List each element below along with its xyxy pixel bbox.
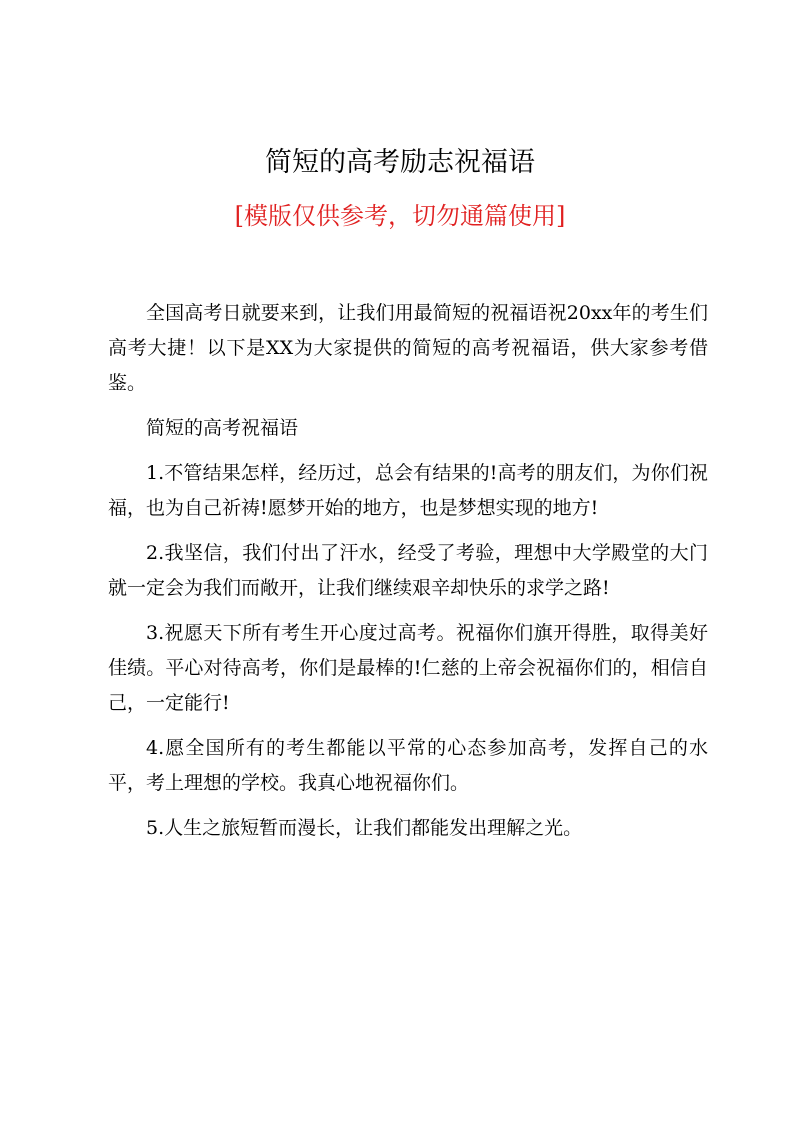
list-item: 5.人生之旅短暂而漫长，让我们都能发出理解之光。	[146, 817, 583, 839]
intro-paragraph: 全国高考日就要来到，让我们用最简短的祝福语祝20xx年的考生们高考大捷！以下是XX为大家提供的简短的高考祝福语，供大家参考借鉴。	[108, 302, 708, 394]
list-item: 3.祝愿天下所有考生开心度过高考。祝福你们旗开得胜，取得美好佳绩。平心对待高考，你们是最棒的!仁慈的上帝会祝福你们的，相信自己，一定能行!	[108, 622, 708, 714]
list-item: 2.我坚信，我们付出了汗水，经受了考验，理想中大学殿堂的大门就一定会为我们而敞开，让我们继续艰辛却快乐的求学之路!	[108, 542, 708, 599]
document-title: 简短的高考励志祝福语	[265, 147, 535, 178]
list-item: 1.不管结果怎样，经历过，总会有结果的!高考的朋友们，为你们祝福，也为自己祈祷!愿梦开始的地方，也是梦想实现的地方!	[108, 462, 708, 519]
section-heading: 简短的高考祝福语	[146, 417, 299, 439]
list-item: 4.愿全国所有的考生都能以平常的心态参加高考，发挥自己的水平，考上理想的学校。我真心地祝福你们。	[108, 737, 708, 794]
document-subtitle: [模版仅供参考，切勿通篇使用]	[234, 202, 566, 230]
document-body	[108, 296, 708, 856]
